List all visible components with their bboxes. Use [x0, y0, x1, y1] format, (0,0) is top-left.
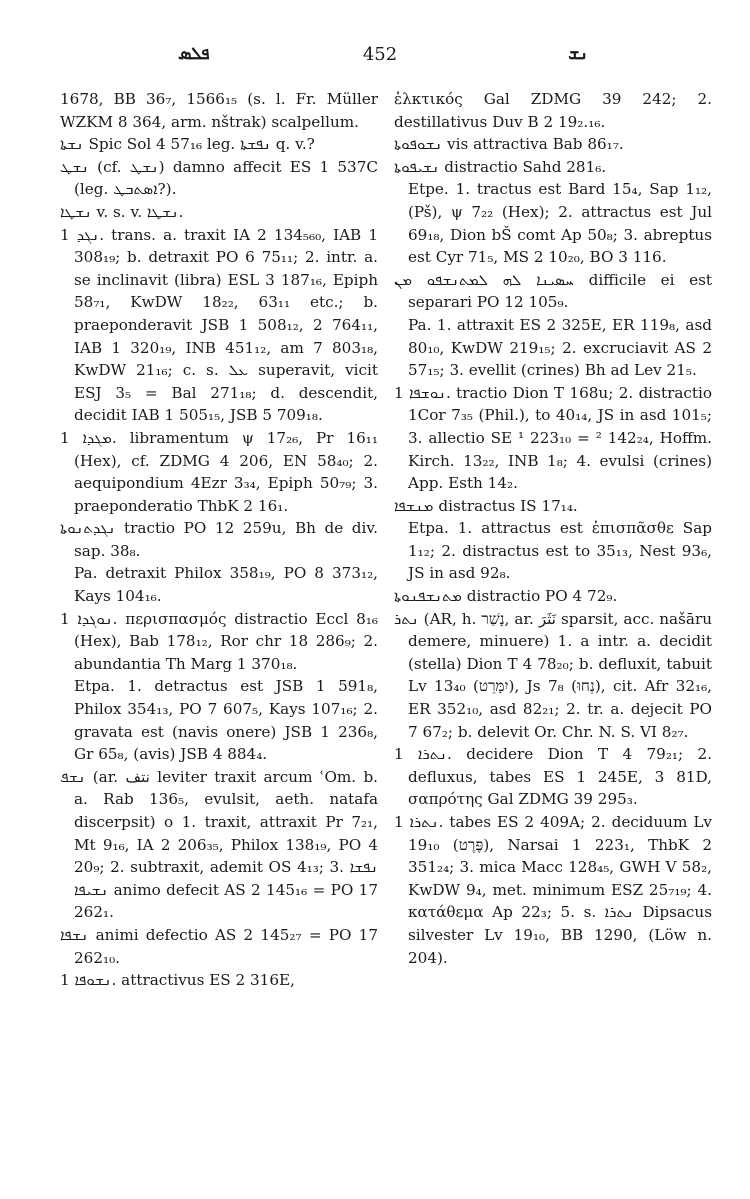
left-column — [60, 88, 378, 992]
sub-entry: Pa. detraxit Philox 358₁₉, PO 8 373₁₂, Kays 104₁₆. — [74, 564, 378, 606]
header-right-word: ܢܫ — [568, 44, 588, 64]
dictionary-entry: 1678, BB 36₇, 1566₁₅ (s. l. Fr. Müller WZKM 8 364, arm. nštrak) scalpellum. — [60, 90, 378, 131]
dictionary-entry: ܢܫܦ (ar. نتف leviter traxit arcum ʿOm. b. a. Rab 136₅, evulsit, aeth. natafa discerpsit) o 1. traxit, attraxit Pr 7₂₁, Mt 9₁₆, IA 2 206₃₅, Philox 138₁₉, PO 4 20₉; 2. subtraxit, ademit OS 4₁₃; 3. ܢܦܫܐ ܢܫܝܦܐ animo defecit AS 2 145₁₆ = PO 17 262₁. — [60, 767, 378, 922]
dictionary-entry: ܡܓܕܐ 1. libramentum ψ 17₂₆, Pr 16₁₁ (Hex), cf. ZDMG 4 206, EN 58₄₀; 2. aequipondium 4Ezr 3₃₄, Epiph 50₇₉; 3. praeponderatio ThbK 2 16₁. — [60, 428, 378, 515]
page-number: 452 — [362, 44, 398, 65]
dictionary-entry: ܡܬܢܫܦܢܘܬܐ distractio PO 4 72₉. — [394, 587, 618, 606]
dictionary-entry: ܢܫܦܐ animi defectio AS 2 145₂₇ = PO 17 262₁₀. — [60, 925, 378, 967]
sub-entry: Etpa. 1. detractus est JSB 1 591₈, Philox 354₁₃, PO 7 607₅, Kays 107₁₆; 2. gravata est (navis onere) JSB 1 236₈, Gr 65₈, (avis) JSB 4 884₄. — [74, 677, 378, 764]
dictionary-entry: ܚܣܝܢܐ ܠܗ ܠܡܬܢܫܦܘ ܡܢ difficile ei est separari PO 12 105₉. — [394, 270, 712, 312]
dictionary-entry: ܢܬܪ (AR, h. נָשַׁר, ar. نَثَرَ sparsit, acc. našāru demere, minuere) 1. a intr. a. decidit (stella) Dion T 4 78₂₀; b. defluxit, tabuit Lv 13₄₀ (יִמָּרֵט), Js 7₈ (נְחוּ), cit. Afr 32₁₆, ER 352₁₀, asd 82₂₁; 2. tr. a. dejecit PO 7 67₂; b. delevit Or. Chr. N. S. VI 8₂₇. — [394, 609, 712, 741]
right-column — [394, 88, 712, 969]
dictionary-entry: ܢܫܘܦܘܬܐ vis attractiva Bab 86₁₇. — [394, 135, 624, 154]
dictionary-entry: ܢܬܪܐ 1. decidere Dion T 4 79₂₁; 2. defluxus, tabes ES 1 245E, 3 81D, σαπρότης Gal ZDMG 39 295₃. — [394, 745, 713, 809]
sub-entry: Etpa. 1. attractus est ἐπισπᾶσθε Sap 1₁₂; 2. distractus est to 35₁₃, Nest 93₆, JS in asd 92₈. — [408, 519, 712, 583]
dictionary-entry: ܢܫܛ (cf. ܢܫܛ) damno affecit ES 1 537C (leg. ܐܣܬܒܛ?). — [60, 157, 378, 199]
dictionary-entry: ܢܓܕܬܢܘܬܐ tractio PO 12 259u, Bh de div. sap. 38₈. — [60, 519, 378, 560]
dictionary-entry: ܢܓܕ 1. trans. a. traxit IA 2 134₅₆₀, IAB 1 308₁₉; b. detraxit PO 6 75₁₁; 2. intr. a. se inclinavit (libra) ESL 3 187₁₆, Epiph 58₇₁, KwDW 18₂₂, 63₁₁ etc.; b. praeponderavit JSB 1 508₁₂, 2 764₁₁, IAB 1 320₁₉, INB 451₁₂, am 7 803₁₈, KwDW 21₁₆; c. s. ܥܠ superavit, vicit ESJ 3₅ = Bal 271₁₈; d. descendit, decidit IAB 1 505₁₅, JSB 5 709₁₈. — [60, 225, 378, 425]
sub-entry: Pa. 1. attraxit ES 2 325E, ER 119₈, asd 80₁₀, KwDW 219₁₅; 2. excruciavit AS 2 57₁₅; 3. evellit (crines) Bh ad Lev 21₅. — [408, 315, 712, 380]
dictionary-entry: ܢܬܪܐ 1. tabes ES 2 409A; 2. deciduum Lv 19₁₀ (פֶּרֶט), Narsai 1 223₁, ThbK 2 351₂₄; 3. mica Macc 128₄₅, GWH V 58₂, KwDW 9₄, met. minimum ESZ 25₇₁₉; 4. κατάθεμα Ap 22₃; 5. s. ܢܬܪܐ Dipsacus silvester Lv 19₁₀, BB 1290, (Löw n. 204). — [394, 813, 713, 967]
dictionary-entry: ἑλκτικός Gal ZDMG 39 242; 2. destillativus Duv B 2 19₂.₁₆. — [394, 90, 712, 131]
dictionary-entry: ܢܘܫܦܐ 1. tractio Dion T 168u; 2. distractio 1Cor 7₃₅ (Phil.), to 40₁₄, JS in asd 101₅; 3. allectio SE ¹ 223₁₀ = ² 142₂₄, Hoffm. Kirch. 13₂₂, INB 1₈; 4. evulsi (crines) App. Esth 14₂. — [394, 383, 712, 493]
header-left-word: ܦܠܣ — [178, 44, 210, 64]
dictionary-entry: ܢܘܓܕܐ 1. περισπασμός distractio Eccl 8₁₆ (Hex), Bab 178₁₂, Ror chr 18 286₉; 2. abundantia Th Marg 1 370₁₈. — [60, 609, 378, 673]
dictionary-entry: ܢܫܛܐ v. s. v. ܢܫܛܐ. — [60, 202, 184, 221]
dictionary-entry: ܢܫܝܦܘܬܐ distractio Sahd 281₆. — [394, 157, 607, 176]
dictionary-entry: ܡܢܫܦܐ distractus IS 17₁₄. — [394, 496, 578, 515]
running-header — [60, 44, 700, 68]
sub-entry: Etpe. 1. tractus est Bard 15₄, Sap 1₁₂, (Pš), ψ 7₂₂ (Hex); 2. attractus est Jul 69₁₈, Dion bŠ comt Ap 50₈; 3. abreptus est Cyr 71₅, MS 2 10₂₀, BO 3 116. — [408, 180, 712, 267]
dictionary-entry: ܢܫܘܦܐ 1. attractivus ES 2 316E, — [60, 971, 295, 990]
dictionary-entry: ܢܫܬܐ Spic Sol 4 57₁₆ leg. ܢܦܫܬܐ q. v.? — [60, 135, 315, 154]
